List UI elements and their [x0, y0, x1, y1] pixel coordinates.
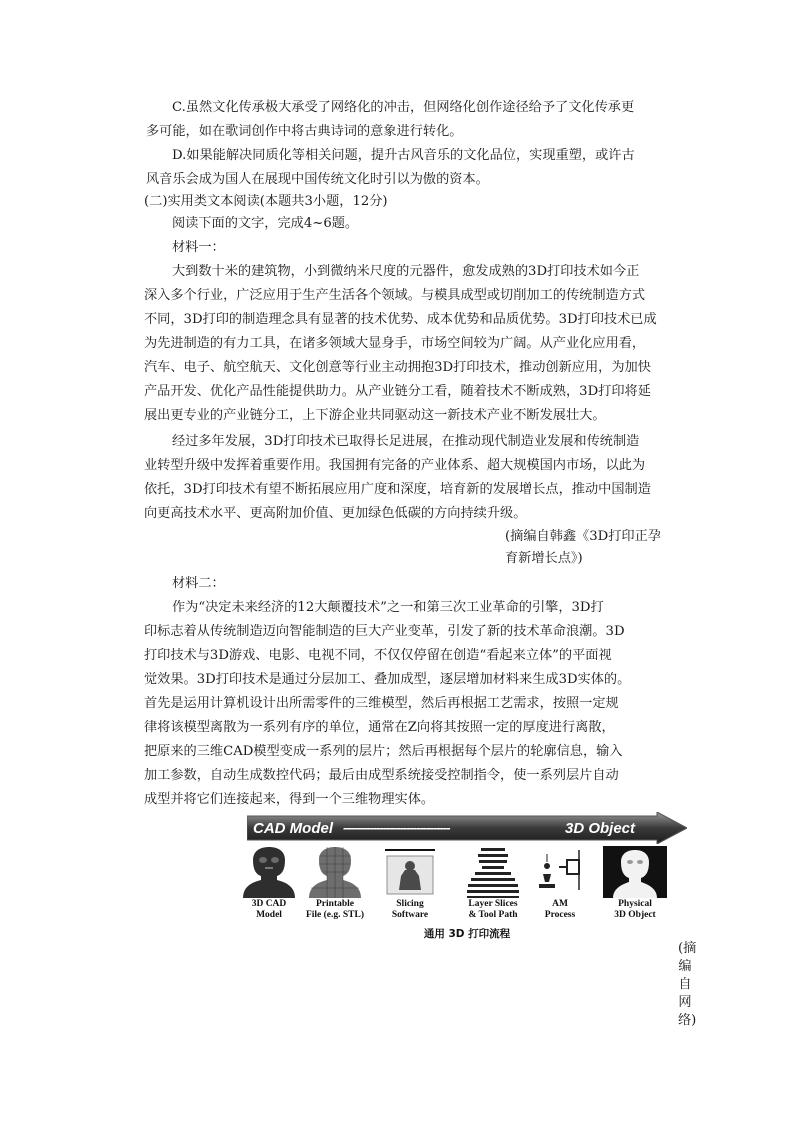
material1-p1-line: 展出更专业的产业链分工，上下游企业共同驱动这一新技术产业不断发展壮大。	[144, 408, 606, 423]
material1-p2-line: 经过多年发展，3D打印技术已取得长足进展，在推动现代制造业发展和传统制造	[172, 434, 640, 449]
step-label: Layer Slices & Tool Path	[468, 899, 518, 920]
section-instruction: 阅读下面的文字，完成4~6题。	[172, 216, 359, 231]
layer-slices-icon	[465, 846, 521, 898]
material1-source-line1: (摘编自韩鑫《3D打印正孕	[505, 529, 661, 544]
material2-label: 材料二：	[172, 576, 225, 591]
material1-p1-line: 汽车、电子、航空航天、文化创意等行业主动拥抱3D打印技术，推动创新应用，为加快	[144, 360, 651, 375]
material2-p1-line: 作为“决定未来经济的12大颠覆技术”之一和第三次工业革命的引擎，3D打	[172, 600, 604, 615]
material1-source-line2: 育新增长点》)	[505, 551, 583, 566]
material2-p1-line: 把原来的三维CAD模型变成一系列的层片；然后再根据每个层片的轮廓信息，输入	[144, 744, 623, 759]
option-d-line2: 风音乐会成为国人在展现中国传统文化时引以为傲的资本。	[146, 172, 489, 187]
material2-source-vertical: (摘编自网络)	[678, 941, 697, 1028]
material2-p1-line: 加工参数，自动生成数控代码；最后由成型系统接受控制指令，使一系列层片自动	[144, 768, 619, 783]
material2-p1-line: 打印技术与3D游戏、电影、电视不同，不仅仅停留在创造“看起来立体”的平面视	[144, 648, 612, 663]
section-heading: (二)实用类文本阅读(本题共3小题，12分)	[144, 194, 388, 209]
process-figure	[247, 812, 687, 940]
step-label: AM Process	[544, 899, 576, 920]
option-c-line1: C.虽然文化传承极大承受了网络化的冲击，但网络化创作途径给予了文化传承更	[172, 100, 635, 115]
material1-p1-line: 深入多个行业，广泛应用于生产生活各个领域。与模具成型或切削加工的传统制造方式	[144, 288, 646, 303]
banner-dashes: --------------------------------	[343, 820, 450, 835]
material2-p1-line: 律将该模型离散为一系列有序的单位，通常在Z向将其按照一定的厚度进行离散，	[144, 720, 615, 735]
slicing-software-icon	[385, 846, 435, 898]
figure-caption: 通用 3D 打印流程	[423, 928, 511, 940]
material2-p1-line: 成型并将它们连接起来，得到一个三维物理实体。	[144, 792, 435, 807]
am-machine-icon	[535, 846, 585, 898]
material2-p1-line: 印标志着从传统制造迈向智能制造的巨大产业变革，引发了新的技术革命浪潮。3D	[144, 624, 625, 639]
material2-p1-line: 首先是运用计算机设计出所需零件的三维模型，然后再根据工艺需求，按照一定规	[144, 696, 619, 711]
material1-p2-line: 业转型升级中发挥着重要作用。我国拥有完备的产业体系、超大规模国内市场，以此为	[144, 458, 646, 473]
option-c-line2: 多可能，如在歌词创作中将古典诗词的意象进行转化。	[146, 124, 463, 139]
step-label: 3D CAD Model	[251, 899, 287, 920]
step-label: Printable File (e.g. STL)	[305, 899, 365, 920]
mesh-head-icon	[305, 846, 365, 898]
physical-object-icon	[603, 846, 667, 898]
material1-p2-line: 依托，3D打印技术有望不断拓展应用广度和深度，培育新的发展增长点，推动中国制造	[144, 482, 651, 497]
material1-label: 材料一：	[172, 240, 225, 255]
material1-p2-line: 向更高技术水平、更高附加价值、更加绿色低碳的方向持续升级。	[144, 506, 527, 521]
material1-p1-line: 大到数十米的建筑物，小到微纳米尺度的元器件，愈发成熟的3D打印技术如今正	[172, 264, 640, 279]
material1-p1-line: 产品开发、优化产品性能提供助力。从产业链分工看，随着技术不断成熟，3D打印将延	[144, 384, 651, 399]
head-model-icon	[239, 846, 299, 898]
step-label: Slicing Software	[391, 899, 429, 920]
banner-left-label: CAD Model	[253, 820, 333, 837]
option-d-line1: D.如果能解决同质化等相关问题，提升古风音乐的文化品位，实现重塑，或许古	[172, 148, 635, 163]
material1-p1-line: 不同，3D打印的制造理念具有显著的技术优势、成本优势和品质优势。3D打印技术已成	[144, 312, 657, 327]
material1-p1-line: 为先进制造的有力工具，在诸多领域大显身手，市场空间较为广阔。从产业化应用看，	[144, 336, 646, 351]
step-label: Physical 3D Object	[614, 899, 656, 920]
banner-right-label: 3D Object	[565, 820, 636, 837]
material2-p1-line: 觉效果。3D打印技术是通过分层加工、叠加成型，逐层增加材料来生成3D实体的。	[144, 672, 631, 687]
